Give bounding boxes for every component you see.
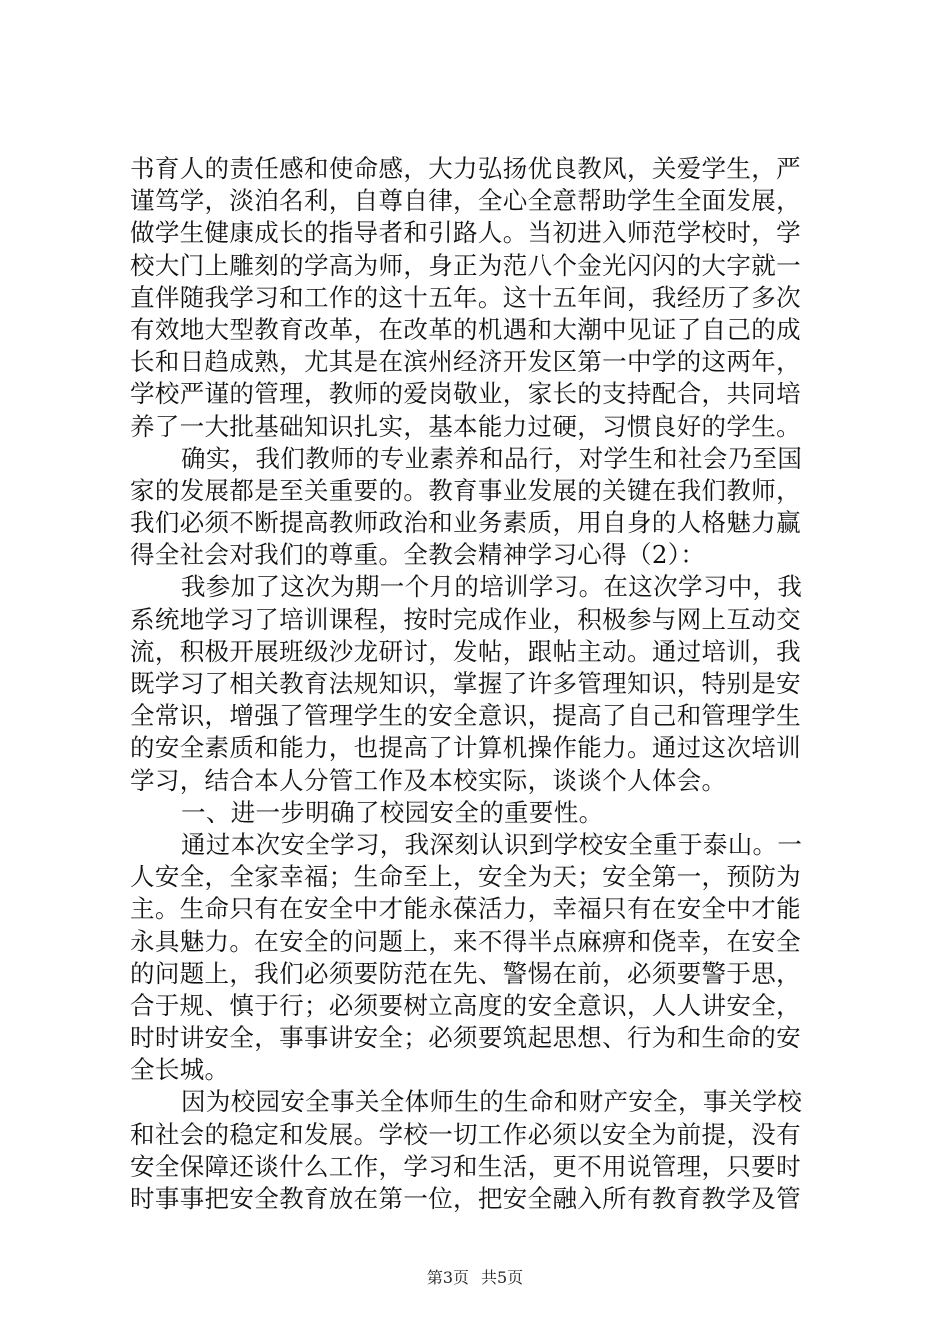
text-line: 人安全，全家幸福；生命至上，安全为天；安全第一，预防为 (130, 862, 801, 892)
text-line: 谨笃学，淡泊名利，自尊自律，全心全意帮助学生全面发展， (130, 186, 801, 216)
text-line: 时事事把安全教育放在第一位，把安全融入所有教育教学及管 (130, 1184, 801, 1213)
text-line: 主。生命只有在安全中才能永葆活力，幸福只有在安全中才能 (130, 894, 801, 924)
page-footer (0, 1268, 950, 1288)
text-line: 的安全素质和能力，也提高了计算机操作能力。通过这次培训 (130, 733, 801, 763)
text-line: 做学生健康成长的指导者和引路人。当初进入师范学校时，学 (130, 218, 801, 248)
text-line: 安全保障还谈什么工作，学习和生活，更不用说管理，只要时 (130, 1151, 801, 1181)
text-line: 我们必须不断提高教师政治和业务素质，用自身的人格魅力赢 (130, 508, 801, 538)
paragraph-start-line: 确实，我们教师的专业素养和品行，对学生和社会乃至国 (181, 443, 803, 473)
page-number: 第3页 (426, 1268, 469, 1287)
text-line: 直伴随我学习和工作的这十五年。这十五年间，我经历了多次 (130, 282, 801, 312)
text-line: 有效地大型教育改革，在改革的机遇和大潮中见证了自己的成 (130, 314, 801, 344)
text-line: 合于规、慎于行；必须要树立高度的安全意识，人人讲安全， (130, 990, 801, 1020)
page-total: 共5页 (481, 1268, 524, 1287)
paragraph-start-line: 通过本次安全学习，我深刻认识到学校安全重于泰山。一 (181, 829, 803, 859)
body-text (130, 153, 830, 1215)
text-line: 永具魅力。在安全的问题上，来不得半点麻痹和侥幸，在安全 (130, 926, 801, 956)
text-line: 流，积极开展班级沙龙研讨，发帖，跟帖主动。通过培训，我 (130, 636, 801, 666)
text-line: 时时讲安全，事事讲安全；必须要筑起思想、行为和生命的安 (130, 1023, 801, 1053)
text-line: 的问题上，我们必须要防范在先、警惕在前，必须要警于思， (130, 958, 801, 988)
text-line: 学校严谨的管理，教师的爱岗敬业，家长的支持配合，共同培 (130, 379, 801, 409)
text-line: 书育人的责任感和使命感，大力弘扬优良教风，关爱学生，严 (130, 154, 801, 183)
text-line: 长和日趋成熟，尤其是在滨州经济开发区第一中学的这两年， (130, 347, 801, 377)
text-line: 养了一大批基础知识扎实，基本能力过硬，习惯良好的学生。 (130, 411, 801, 441)
text-line: 全常识，增强了管理学生的安全意识，提高了自己和管理学生 (130, 701, 801, 731)
text-line: 全长城。 (130, 1055, 230, 1085)
text-line: 校大门上雕刻的学高为师，身正为范八个金光闪闪的大字就一 (130, 250, 801, 280)
text-line: 系统地学习了培训课程，按时完成作业，积极参与网上互动交 (130, 604, 801, 634)
text-line: 得全社会对我们的尊重。全教会精神学习心得（2）： (130, 540, 706, 570)
text-line: 学习，结合本人分管工作及本校实际，谈谈个人体会。 (130, 765, 727, 795)
paragraph-start-line: 我参加了这次为期一个月的培训学习。在这次学习中，我 (181, 572, 803, 602)
text-line: 家的发展都是至关重要的。教育事业发展的关键在我们教师， (130, 475, 801, 505)
text-line: 既学习了相关教育法规知识，掌握了许多管理知识，特别是安 (130, 669, 801, 698)
paragraph-start-line: 因为校园安全事关全体师生的生命和财产安全，事关学校 (181, 1087, 803, 1117)
section-heading: 一、进一步明确了校园安全的重要性。 (181, 797, 604, 827)
text-line: 和社会的稳定和发展。学校一切工作必须以安全为前提，没有 (130, 1119, 801, 1149)
